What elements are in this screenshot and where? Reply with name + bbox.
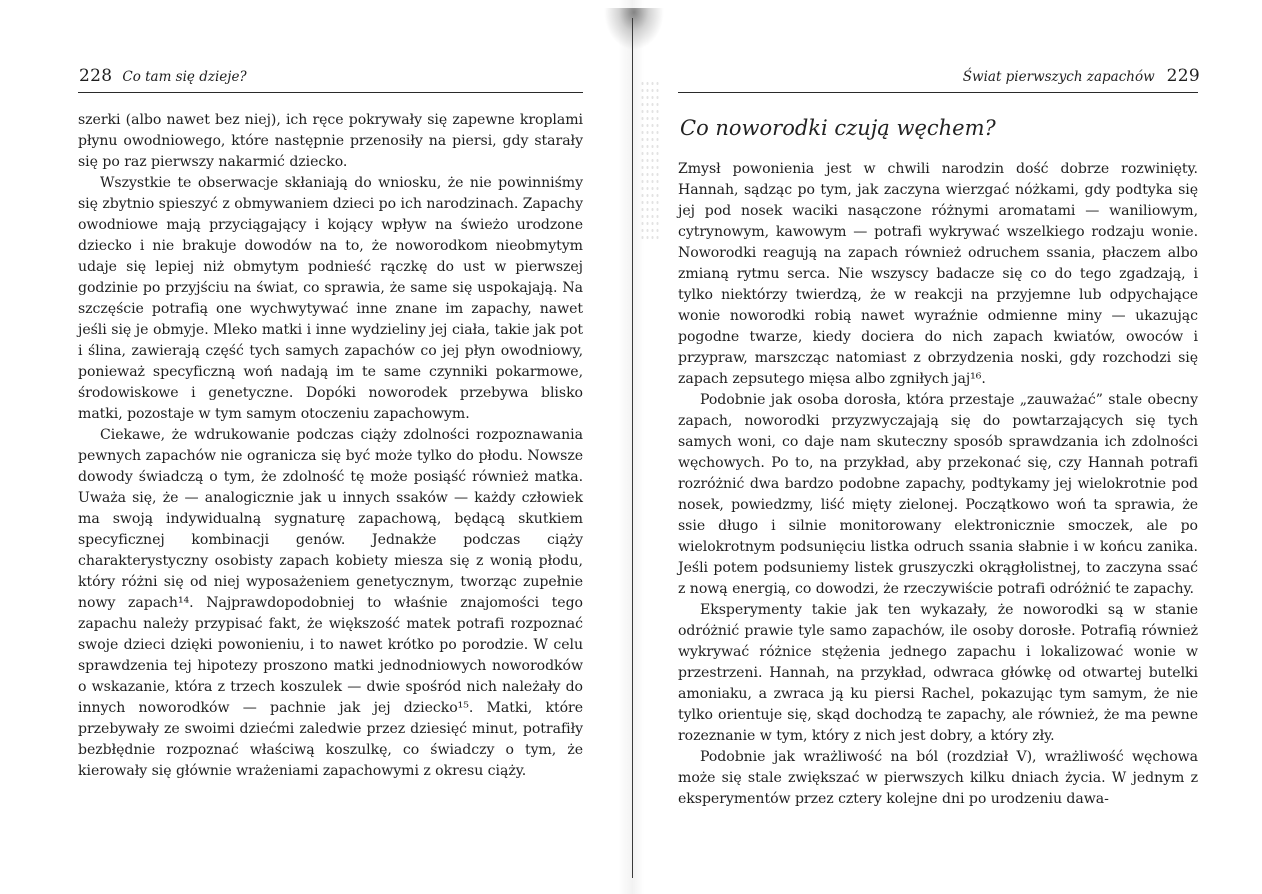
left-paragraph: Wszystkie te obserwacje skłaniają do wniosku, że nie powinniśmy się zbytnio spieszyć z obmywaniem dzieci po ich narodzinach. Zapachy owodniowe mają przyciągający i kojący wpływ na świeżo urodzone dziecko i nie brakuje dowodów na to, że noworodkom nieobmytym udaje się lepiej niż obmytym podnieść rączkę do ust w pierwszej godzinie po przyjściu na świat, co sprawia, że same się uspokajają. Na szczęście potrafią one wychwytywać inne znane im zapachy, nawet jeśli się je obmyje. Mleko matki i inne wydzieliny jej ciała, takie jak pot i ślina, zawierają część tych samych zapachów co jej płyn owodniowy, ponieważ specyficzną woń nadają im te same czynniki pokarmowe, środowiskowe i genetyczne. Dopóki noworodek przebywa blisko matki, pozostaje w tym samym otoczeniu zapachowym. bbox=[78, 175, 583, 422]
right-paragraph: Eksperymenty takie jak ten wykazały, że noworodki są w stanie odróżnić prawie tyle samo zapachów, ile osoby dorosłe. Potrafią również wykrywać różnice stężenia jednego zapachu i lokalizować wonie w przestrzeni. Hannah, na przykład, odwraca główkę od otwartej butelki amoniaku, a zwraca ją ku piersi Rachel, pokazując tym samym, że nie tylko orientuje się, skąd dochodzą te zapachy, ale również, że ma pewne rozeznanie w tym, który z nich jest dobry, a który zły. bbox=[678, 602, 1198, 744]
right-paragraph: Podobnie jak osoba dorosła, która przestaje „zauważać” stale obecny zapach, noworodki przyzwyczajają się do powtarzających się tych samych woni, co daje nam skuteczny sposób sprawdzania ich zdolności węchowych. Po to, na przykład, aby przekonać się, czy Hannah potrafi rozróżnić dwa bardzo podobne zapachy, podtykamy jej wielokrotnie pod nosek, powiedzmy, liść mięty zielonej. Początkowo woń ta sprawia, że ssie długo i silnie monitorowany elektronicznie smoczek, ale po wielokrotnym podsunięciu listka odruch ssania słabnie i w końcu zanika. Jeśli potem podsuniemy listek gruszyczki okrągłolistnej, to zaczyna ssać z nową energią, co dowodzi, że rzeczywiście potrafi odróżnić te zapachy. bbox=[678, 392, 1198, 597]
left-header-rule bbox=[78, 92, 583, 93]
right-body-text bbox=[678, 159, 1198, 810]
book-spine-line bbox=[632, 18, 633, 878]
right-paragraph: Zmysł powonienia jest w chwili narodzin dość dobrze rozwinięty. Hannah, sądząc po tym, jak zaczyna wierzgać nóżkami, gdy podtyka się jej pod nosek waciki nasączone różnymi aromatami — waniliowym, cytrynowym, kawowym — potrafi wykrywać wszelkiego rodzaju wonie. Noworodki reagują na zapach również odruchem ssania, płaczem albo zmianą rytmu serca. Nie wszyscy badacze się co do tego zgadzają, i tylko niektórzy twierdzą, że w reakcji na przyjemne lub odpychające wonie noworodki robią nawet wyraźnie odmienne miny — ukazując pogodne twarze, kiedy dociera do nich zapach kwiatów, owoców i przypraw, marszcząc natomiast z obrzydzenia noski, gdy rozchodzi się zapach zepsutego mięsa albo zgniłych jaj¹⁶. bbox=[678, 161, 1198, 387]
right-header-rule bbox=[678, 92, 1198, 93]
right-running-head-title: Świat pierwszych zapachów bbox=[962, 69, 1155, 85]
left-body-text bbox=[78, 110, 583, 782]
left-running-head bbox=[79, 66, 247, 87]
left-running-head-title: Co tam się dzieje? bbox=[122, 69, 247, 85]
left-paragraph: szerki (albo nawet bez niej), ich ręce pokrywały się zapewne kroplami płynu owodniowego, które następnie przenosiły na piersi, gdy starały się po raz pierwszy nakarmić dziecko. bbox=[78, 112, 583, 170]
right-paragraph: Podobnie jak wrażliwość na ból (rozdział V), wrażliwość węchowa może się stale zwiększać w pierwszych kilku dniach życia. W jednym z eksperymentów przez cztery kolejne dni po urodzeniu dawa- bbox=[678, 749, 1198, 807]
right-page bbox=[636, 0, 1262, 894]
left-page bbox=[0, 0, 620, 894]
left-page-number: 228 bbox=[79, 66, 113, 86]
section-title: Co noworodki czują węchem? bbox=[680, 116, 996, 140]
right-running-head bbox=[963, 66, 1200, 87]
right-page-number: 229 bbox=[1166, 66, 1200, 86]
left-paragraph: Ciekawe, że wdrukowanie podczas ciąży zdolności rozpoznawania pewnych zapachów nie ogranicza się być może tylko do płodu. Nowsze dowody świadczą o tym, że zdolność tę może posiąść również matka. Uważa się, że — analogicznie jak u innych ssaków — każdy człowiek ma swoją indywidualną sygnaturę zapachową, będącą skutkiem specyficznej kombinacji genów. Jednakże podczas ciąży charakterystyczny osobisty zapach kobiety miesza się z wonią płodu, który różni się od niej wyposażeniem genetycznym, tworząc zupełnie nowy zapach¹⁴. Najprawdopodobniej to właśnie znajomości tego zapachu należy przypisać fakt, że większość matek potrafi rozpoznać swoje dzieci dzięki powonieniu, i to nawet krótko po porodzie. W celu sprawdzenia tej hipotezy proszono matki jednodniowych noworodków o wskazanie, która z trzech koszulek — dwie spośród nich należały do innych noworodków — pachnie jak jej dziecko¹⁵. Matki, które przebywały ze swoimi dziećmi zaledwie przez dziesięć minut, potrafiły bezbłędnie rozpoznać właściwą koszulkę, co świadczy o tym, że kierowały się głównie wrażeniami zapachowymi z okresu ciąży. bbox=[78, 427, 583, 779]
